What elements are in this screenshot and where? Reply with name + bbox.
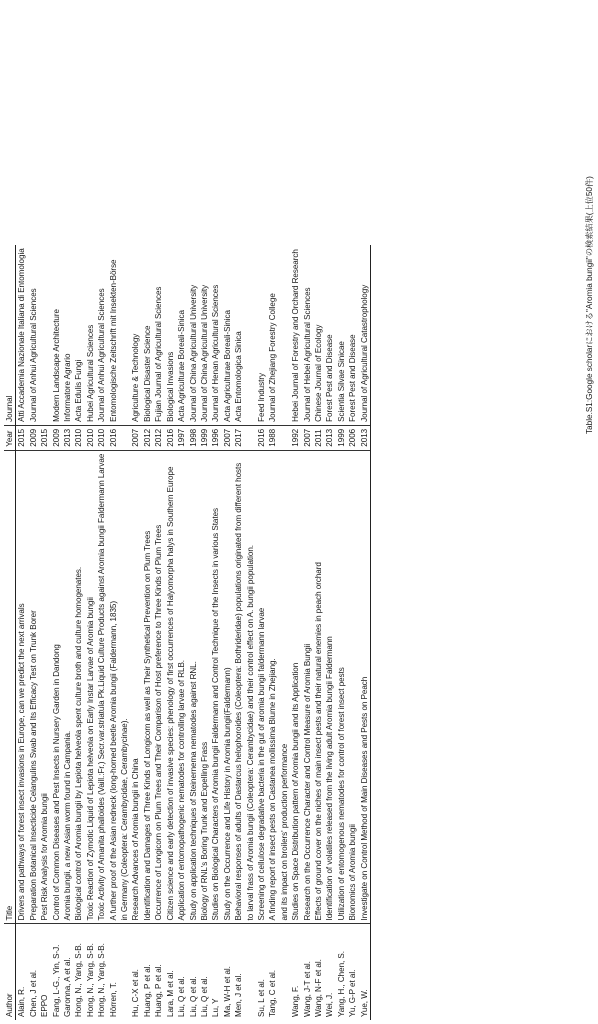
- cell-journal: Journal of Zhejiang Forestry College: [267, 245, 278, 425]
- cell-journal: [245, 245, 256, 425]
- table-row: [210, 245, 221, 1020]
- cell-journal: Forest Pest and Disease: [347, 245, 358, 425]
- cell-title: Investigate on Control Method of Main Diseases and Pests on Peach: [359, 450, 371, 924]
- cell-title: Research on the Occurrence Character and Control Measure of Aromia Bungii: [302, 450, 313, 924]
- cell-year: 2009: [51, 425, 62, 450]
- table-row: [245, 245, 256, 1020]
- cell-journal: Forest Pest and Disease: [324, 245, 335, 425]
- cell-year: 1992: [290, 425, 301, 450]
- cell-author: Lara, M et al.: [165, 970, 175, 1017]
- cell-year: 2011: [313, 425, 324, 450]
- cell-title: Study on application techniques of Steinernema nematodes against RNL.: [188, 450, 199, 924]
- cell-author: Tang, C et al.: [268, 970, 278, 1017]
- cell-title: Aromia bungii, a new Asian worm found in Campania.: [62, 450, 73, 924]
- cell-year: 2015: [39, 425, 50, 450]
- cell-title: to larval frass of Aromia bungii (Coleoptera: Cerambycidae) and their control effect on A. bungii population.: [245, 450, 256, 924]
- table-row: [28, 245, 39, 1020]
- cell-author: Hörren, T.: [108, 982, 118, 1017]
- cell-year: 1999: [336, 425, 347, 450]
- cell-year: 2012: [153, 425, 164, 450]
- table-row: [165, 245, 176, 1020]
- cell-author: [245, 924, 256, 1020]
- cell-author: Wei, J.: [325, 992, 335, 1017]
- cell-journal: Hebei Journal of Forestry and Orchard Research: [290, 245, 301, 425]
- cell-journal: Atti Accademia Nazionale Italiana di Entomologia: [16, 245, 28, 425]
- table-row: [222, 245, 233, 1020]
- cell-year: 2013: [62, 425, 73, 450]
- cell-author: [279, 924, 290, 1020]
- cell-author: Chen, J et al.: [28, 970, 38, 1017]
- cell-year: 2012: [142, 425, 153, 450]
- cell-author: Yang, H., Chen, S.: [336, 951, 346, 1017]
- cell-title: Preparation Botanical Insecticide Celangulins Swab and Its Efficacy Test on Trunk Borer: [28, 450, 39, 924]
- cell-title: Biological control of Aromia bungii by Lepiota helveola spent culture broth and culture homogenates.: [73, 450, 84, 924]
- cell-journal: Journal of Agricultural Catastrophology: [359, 245, 371, 425]
- table-row: [324, 245, 335, 1020]
- cell-journal: Modern Landscape Architecture: [51, 245, 62, 425]
- header-row: [4, 245, 16, 1020]
- table-row: [199, 245, 210, 1020]
- table-row: [256, 245, 267, 1020]
- table-row: [188, 245, 199, 1020]
- cell-journal: [119, 245, 130, 425]
- cell-title: and its impact on broilers' production performance: [279, 450, 290, 924]
- table-row: [16, 245, 28, 1020]
- cell-year: 1999: [199, 425, 210, 450]
- cell-author: Wang, J-T et al.: [302, 961, 312, 1017]
- cell-author: Liu, Q et al.: [199, 976, 209, 1017]
- cell-author: Wang, F.: [291, 985, 301, 1017]
- cell-journal: Hubei Agricultural Sciences: [85, 245, 96, 425]
- table-row: [130, 245, 141, 1020]
- cell-journal: Chinese Journal of Ecology: [313, 245, 324, 425]
- table-row: [51, 245, 62, 1020]
- table-row: [279, 245, 290, 1020]
- cell-journal: Acta Entomologica Sinica: [233, 245, 244, 425]
- cell-title: Citizen science and early detection of invasive species: phenology of first occurrences of Halyomorpha halys in Southern Europe: [165, 450, 176, 924]
- cell-journal: Journal of Anhui Agricultural Sciences: [28, 245, 39, 425]
- table-caption: Table.S1:Google scholarにおける"Aromia bungii"の検索結果(上位50件): [585, 176, 594, 434]
- cell-year: 2006: [347, 425, 358, 450]
- header-journal: Journal: [4, 245, 16, 425]
- table-row: [73, 245, 84, 1020]
- cell-author: Lu, Y: [211, 998, 221, 1017]
- cell-title: Pest Risk Analysis for Aromia bungii: [39, 450, 50, 924]
- cell-journal: Entomologische Zeitschrift mit Insekten-Börse: [108, 245, 119, 425]
- cell-title: Studies on Biological Characters of Aromia bungii Faldermann and Control Technique of the Insects in various States: [210, 450, 221, 924]
- cell-author: Hong, N., Yang, S-B.: [85, 943, 95, 1017]
- cell-title: Toxic Activity of Amanita phalloides (Vaill.:Fr.) Secr.var.striatula Pk.Liquid Culture Products against Aromia bungii Faldermann Larvae: [96, 450, 107, 924]
- cell-journal: [39, 245, 50, 425]
- cell-year: [245, 425, 256, 450]
- cell-author: Hong, N., Yang, S-B.: [97, 943, 107, 1017]
- cell-author: Su, L et al.: [256, 979, 266, 1017]
- cell-title: Occurrence of Longicorn on Plum Trees and Their Comparison of Host preference to Three Kinds of Plum Trees: [153, 450, 164, 924]
- cell-journal: Agriculture & Technology: [130, 245, 141, 425]
- cell-author: Liu, Q et al.: [177, 976, 187, 1017]
- cell-journal: Acta Agriculturae Boreali-Sinica: [176, 245, 187, 425]
- cell-author: Yue, W.: [359, 924, 371, 1020]
- table-row: [108, 245, 119, 1020]
- cell-year: 2010: [85, 425, 96, 450]
- table-row: [347, 245, 358, 1020]
- header-title: Title: [4, 450, 16, 924]
- cell-title: Drivers and pathways of forest insect invasions in Europe, can we predict the next arrivals: [16, 450, 28, 924]
- cell-year: 2013: [324, 425, 335, 450]
- cell-title: Behavioral responses of adults of Dastarcus helophoroides (Coleoptera: Bothrideridae) populations originated from different hosts: [233, 450, 244, 924]
- cell-title: Studies on Space Distribution pattern of Aromia bungii and its Application: [290, 450, 301, 924]
- cell-journal: Journal of Anhui Agricultural Sciences: [96, 245, 107, 425]
- table-row: [142, 245, 153, 1020]
- cell-title: Effects of ground cover on the niches of main insect pests and their natural enemies in peach orchard: [313, 450, 324, 924]
- cell-year: 2007: [130, 425, 141, 450]
- cell-journal: Acta Agriculturae Boreali-Sinica: [222, 245, 233, 425]
- cell-journal: Journal of Henan Agricultural Sciences: [210, 245, 221, 425]
- cell-author: Hong, N., Yang, S-B.: [74, 943, 84, 1017]
- cell-year: 2016: [165, 425, 176, 450]
- cell-year: 2013: [359, 425, 371, 450]
- cell-title: Research Advances of Aromia bungii in China: [130, 450, 141, 924]
- cell-author: Garonna, A et al.: [63, 957, 73, 1017]
- cell-year: 1988: [267, 425, 278, 450]
- cell-author: [119, 924, 130, 1020]
- table-row: [176, 245, 187, 1020]
- cell-title: Toxic Reaction of Zymotic Liquid of Lepiota helveola on Early Instar Larvae of Aromia bungii: [85, 450, 96, 924]
- cell-title: in Germany (Coleoptera: Cerambycidae, Cerambycinae).: [119, 450, 130, 924]
- table-row: [336, 245, 347, 1020]
- cell-title: Study on the Occurrence and Life History in Aromia bungii(Faldermann): [222, 450, 233, 924]
- cell-author: Wang, N-F et al.: [313, 959, 323, 1017]
- table-row: [359, 245, 371, 1020]
- cell-journal: Feed Industry: [256, 245, 267, 425]
- cell-year: 2007: [302, 425, 313, 450]
- table-row: [302, 245, 313, 1020]
- cell-title: A finding report of insect pests on Castanea mollissima Blume in Zhejiang.: [267, 450, 278, 924]
- table-row: [313, 245, 324, 1020]
- table-row: [267, 245, 278, 1020]
- cell-journal: Informatore Agrario: [62, 245, 73, 425]
- cell-title: Bionomics of Aromia bungii: [347, 450, 358, 924]
- cell-title: Biology of RNL's Boring Trunk and Expelling Frass: [199, 450, 210, 924]
- cell-author: Liu, Q et al.: [188, 976, 198, 1017]
- table-row: [39, 245, 50, 1020]
- cell-author: Fang, L-G., Yin, S-J.: [51, 944, 61, 1017]
- cell-title: Identification and Damages of Three Kinds of Longicorn as well as Their Synthetical Prevention on Plum Trees: [142, 450, 153, 924]
- cell-year: [119, 425, 130, 450]
- table-row: [119, 245, 130, 1020]
- cell-author: Hu, C-X et al.: [131, 969, 141, 1017]
- cell-year: [279, 425, 290, 450]
- cell-journal: Journal of Hebei Agricultural Sciences: [302, 245, 313, 425]
- cell-year: 2007: [222, 425, 233, 450]
- cell-year: 2016: [108, 425, 119, 450]
- cell-author: Men, J et al.: [234, 973, 244, 1017]
- cell-journal: Biological Disaster Science: [142, 245, 153, 425]
- cell-author: Huang, P et al.: [154, 964, 164, 1017]
- cell-author: Huang, P et al.: [142, 964, 152, 1017]
- table-row: [233, 245, 244, 1020]
- cell-author: Ma, W-H et al.: [222, 966, 232, 1017]
- cell-author: Alain, R.: [17, 986, 27, 1017]
- cell-author: EPPO: [40, 994, 50, 1017]
- cell-journal: Journal of China Agricultural University: [188, 245, 199, 425]
- table-row: [96, 245, 107, 1020]
- cell-title: Screening of cellulose degradative bacteria in the gut of aromia bungii faldermann larvae: [256, 450, 267, 924]
- cell-year: 2010: [96, 425, 107, 450]
- cell-journal: Scientia Silvae Sinicae: [336, 245, 347, 425]
- table-row: [85, 245, 96, 1020]
- cell-journal: Journal of China Agricultural University: [199, 245, 210, 425]
- cell-author: Yu, G-P et al.: [348, 969, 358, 1017]
- references-table: [4, 245, 371, 1020]
- cell-year: 1996: [210, 425, 221, 450]
- table-row: [62, 245, 73, 1020]
- cell-journal: Biological Invasions: [165, 245, 176, 425]
- cell-journal: Fujian Journal of Agricultural Sciences: [153, 245, 164, 425]
- table-row: [153, 245, 164, 1020]
- cell-year: 2017: [233, 425, 244, 450]
- cell-year: 2010: [73, 425, 84, 450]
- cell-year: 2016: [256, 425, 267, 450]
- cell-year: 1997: [176, 425, 187, 450]
- cell-year: 2015: [16, 425, 28, 450]
- cell-journal: [279, 245, 290, 425]
- cell-title: Control of Common Diseases and Pest Insects in Nursery Garden in Dandong: [51, 450, 62, 924]
- table-row: [290, 245, 301, 1020]
- header-year: Year: [4, 425, 16, 450]
- cell-year: 1998: [188, 425, 199, 450]
- cell-title: Utilization of entomogenous nematodes for control of forest insect pests: [336, 450, 347, 924]
- cell-title: A further proof of the Asian redneck (long-horned beetle Aromia bungii (Faldermann, 1835): [108, 450, 119, 924]
- cell-year: 2009: [28, 425, 39, 450]
- cell-journal: Acta Edulis Fungi: [73, 245, 84, 425]
- header-author: Author: [4, 924, 16, 1020]
- cell-title: Identification of volatiles released from the living adult Aromia bungii Faldermann: [324, 450, 335, 924]
- cell-title: Application of entomopathogenic nematodes for controlling larvae of RLB.: [176, 450, 187, 924]
